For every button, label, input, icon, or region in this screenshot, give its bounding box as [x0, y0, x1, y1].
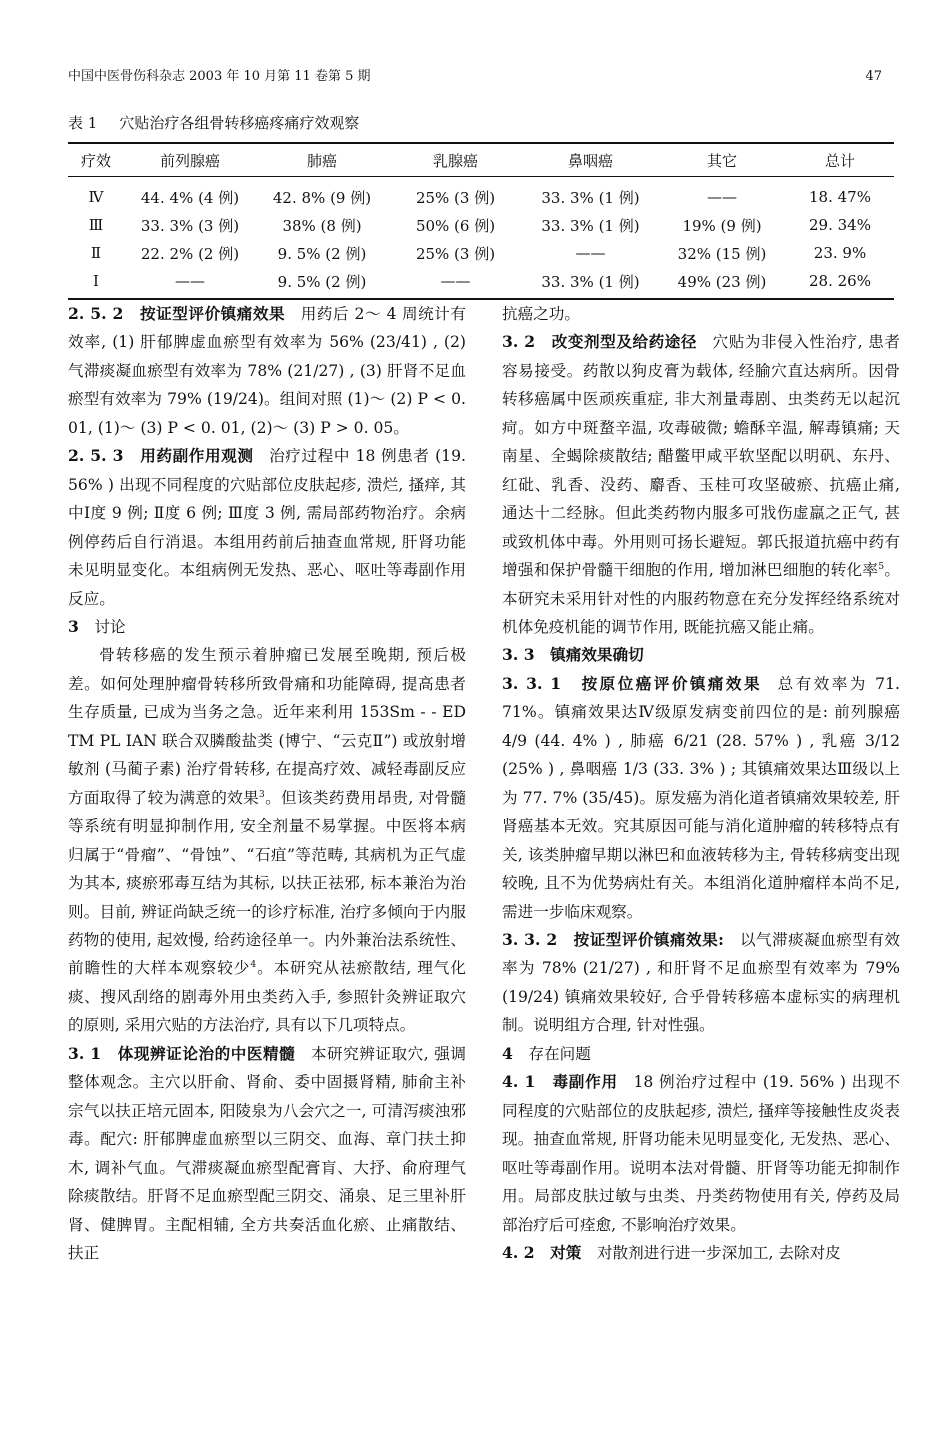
- table-cell: 23. 9%: [813, 244, 867, 262]
- discussion-paragraph: [68, 641, 466, 1039]
- table-cell: ——: [440, 272, 471, 290]
- table-cell: ——: [707, 188, 737, 206]
- table-cell: Ⅱ: [90, 244, 102, 262]
- paragraph-text: 。本研究未采用针对性的内服药物意在充分发挥经络系统对机体免疫机能的调节作用, 既能抗癌又能止痛。: [502, 561, 900, 636]
- table-cell: 19% (9 例): [682, 216, 762, 235]
- paragraph-text: 。但该类药费用昂贵, 对骨髓等系统有明显抑制作用, 安全剂量不易掌握。中医将本病归属于“骨瘤”、“骨蚀”、“石疽”等范畴, 其病机为正气虚为其本, 痰瘀邪毒互结为其标, 以扶正祛邪, 标本兼治为治则。目前, 辨证尚缺乏统一的诊疗标准, 治疗多倾向于内服药物的使用, 起效慢, 给药途径单一。内外兼治法系统性、前瞻性的大样本观察较少: [68, 788, 466, 978]
- paragraph-text: 总有效率为 71. 71%。镇痛效果达Ⅳ级原发病变前四位的是: 前列腺癌 4/9 (44. 4% ) , 肺癌 6/21 (28. 57% ) , 乳癌 3/12 (25% ) , 鼻咽癌 1/3 (33. 3% ) ; 其镇痛效果达Ⅲ级以上为 77. 7% (35/45)。原发癌为消化道者镇痛效果较差, 肝肾癌基本无效。究其原因可能与消化道肿瘤的转移特点有关, 该类肿瘤早期以淋巴和血液转移为主, 骨转移病变出现较晚, 且不为优势病灶有关。本组消化道肿瘤样本尚不足, 需进一步临床观察。: [502, 674, 900, 921]
- left-column: [68, 300, 466, 1380]
- table-cell: 9. 5% (2 例): [277, 244, 367, 263]
- section-title: 存在问题: [528, 1044, 591, 1063]
- table-cell: 9. 5% (2 例): [277, 272, 367, 291]
- table-cell: 44. 4% (4 例): [140, 188, 240, 207]
- table-cell: Ⅲ: [88, 216, 104, 234]
- paragraph-text: 治疗过程中 18 例患者 (19. 56% ) 出现不同程度的穴贴部位皮肤起疹, 溃烂, 搔痒, 其中Ⅰ度 9 例; Ⅱ度 6 例; Ⅲ度 3 例, 需局部药物治疗。余病例停药后自行消退。本组用药前后抽查血常规, 肝肾功能未见明显变化。本组病例无发热、恶心、呕吐等毒副作用反应。: [68, 447, 466, 608]
- section-3-3: [502, 641, 900, 669]
- table-cell: 42. 8% (9 例): [272, 188, 372, 207]
- section-heading: 3. 3. 1 按原位癌评价镇痛效果: [502, 673, 762, 693]
- section-4-heading: [502, 1040, 900, 1068]
- column-header: 前列腺癌: [124, 143, 256, 177]
- column-header: 乳腺癌: [388, 143, 523, 177]
- paragraph-text: 骨转移癌的发生预示着肿瘤已发展至晚期, 预后极差。如何处理肿瘤骨转移所致骨痛和功能障碍, 提高患者生存质量, 已成为当务之急。近年来利用 153Sm - - ED TM PL IAN 联合双膦酸盐类 (博宁、“云克Ⅱ”) 或放射增敏剂 (马蔺子素) 治疗骨转移, 在提高疗效、减轻毒副反应方面取得了较为满意的效果: [68, 646, 466, 807]
- section-3-3-2: [502, 926, 900, 1040]
- table-cell: 25% (3 例): [415, 188, 496, 207]
- paragraph-text: 以气滞痰凝血瘀型有效率为 78% (21/27) , 和肝肾不足血瘀型有效率为 79% (19/24) 镇痛效果较好, 合乎骨转移癌本虚标实的病理机制。说明组方合理, 针对性强。: [502, 930, 900, 1035]
- table-row: [68, 177, 894, 212]
- paragraph-text: 对散剂进行进一步深加工, 去除对皮: [596, 1243, 841, 1262]
- section-3-3-1: [502, 670, 900, 926]
- table-cell: 50% (6 例): [415, 216, 496, 235]
- section-heading: 3. 2 改变剂型及给药途径: [502, 332, 697, 352]
- table-cell: 38% (8 例): [282, 216, 362, 235]
- column-header: 疗效: [68, 143, 124, 177]
- table-cell: Ⅳ: [88, 188, 104, 206]
- right-column: [502, 300, 900, 1380]
- table-cell: 22. 2% (2 例): [140, 244, 240, 263]
- table-header-row: [68, 143, 894, 177]
- paragraph-text: 抗癌之功。: [502, 305, 580, 323]
- continued-text: [502, 300, 900, 328]
- table-cell: 33. 3% (3 例): [140, 216, 240, 235]
- table-cell: 28. 26%: [809, 272, 871, 290]
- column-header: 鼻咽癌: [523, 143, 658, 177]
- section-4-2: [502, 1239, 900, 1267]
- column-header: 其它: [658, 143, 786, 177]
- column-header: 总计: [786, 143, 894, 177]
- section-heading: 3. 1 体现辨证论治的中医精髓: [68, 1043, 296, 1063]
- section-heading: 2. 5. 3 用药副作用观测: [68, 446, 254, 466]
- paragraph-text: 18 例治疗过程中 (19. 56% ) 出现不同程度的穴贴部位的皮肤起疹, 溃烂, 搔痒等接触性皮炎表现。抽查血常规, 肝肾功能未见明显变化, 无发热、恶心、呕吐等毒副作用。说明本法对骨髓、肝肾等功能无抑制作用。局部皮肤过敏与虫类、丹类药物使用有关, 停药及局部治疗后可痊愈, 不影响治疗效果。: [502, 1073, 900, 1234]
- section-2-5-3: [68, 442, 466, 613]
- running-header: [68, 66, 882, 88]
- paragraph-text: 。本研究从祛瘀散结, 理气化痰、搜风刮络的剧毒外用虫类药入手, 参照针灸辨证取穴的原则, 采用穴贴的方法治疗, 具有以下几项特点。: [68, 959, 466, 1035]
- section-3-2: [502, 328, 900, 641]
- table-row: [68, 239, 894, 267]
- paragraph-text: 用药后 2～ 4 周统计有效率, (1) 肝郁脾虚血瘀型有效率为 56% (23/41) , (2) 气滞痰凝血瘀型有效率为 78% (21/27) , (3) 肝肾不足血瘀型有效率为 79% (19/24)。组间对照 (1)～ (2) P < 0. 01, (1)～ (3) P < 0. 01, (2)～ (3) P > 0. 05。: [68, 305, 466, 437]
- table-cell: 49% (23 例): [677, 272, 767, 291]
- column-header: 肺癌: [256, 143, 388, 177]
- table-number: 表 1: [68, 114, 98, 132]
- section-heading: 2. 5. 2 按证型评价镇痛效果: [68, 304, 286, 323]
- table-cell: 33. 3% (1 例): [541, 272, 640, 291]
- section-3-1: [68, 1040, 466, 1268]
- citation-ref: 4: [250, 960, 257, 971]
- table-row: [68, 211, 894, 239]
- table-cell: 25% (3 例): [415, 244, 496, 263]
- section-title: 讨论: [94, 617, 126, 636]
- paragraph-text: 穴贴为非侵入性治疗, 患者容易接受。药散以狗皮膏为载体, 经腧穴直达病所。因骨转移癌属中医顽疾重症, 非大剂量毒剧、虫类药无以起沉疴。如方中斑蝥辛温, 攻毒破微; 蟾酥辛温, 解毒镇痛; 天南星、全蝎除痰散结; 醋鳖甲咸平软坚配以明矾、东丹、红砒、乳香、没药、麝香、玉桂可攻坚破瘀、抗癌止痛, 通达十二经脉。但此类药物内服多可戕伤虚羸之正气, 甚或致机体中毒。外用则可扬长避短。郭氏报道抗癌中药有增强和保护骨髓干细胞的作用, 增加淋巴细胞的转化率: [502, 333, 900, 580]
- paragraph-text: 本研究辨证取穴, 强调整体观念。主穴以肝俞、肾俞、委中固摄肾精, 肺俞主补宗气以扶正培元固本, 阳陵泉为八会穴之一, 可清泻痰浊邪毒。配穴: 肝郁脾虚血瘀型以三阴交、血海、章门扶土抑木, 调补气血。气滞痰凝血瘀型配膏肓、大抒、俞府理气除痰散结。肝肾不足血瘀型配三阴交、涌泉、足三里补肝肾、健脾胃。主配相辅, 全方共奏活血化瘀、止痛散结、扶正: [68, 1044, 466, 1262]
- table-cell: 33. 3% (1 例): [541, 216, 640, 235]
- section-3-heading: [68, 613, 466, 641]
- results-table: [68, 142, 894, 300]
- page-number: 47: [865, 69, 882, 84]
- table-cell: 18. 47%: [809, 188, 871, 206]
- journal-title: 中国中医骨伤科杂志 2003 年 10 月第 11 卷第 5 期: [68, 69, 371, 84]
- table-cell: ——: [575, 244, 606, 262]
- section-heading: 3. 3 镇痛效果确切: [502, 645, 644, 665]
- table-caption: [68, 111, 882, 135]
- section-heading: 3. 3. 2 按证型评价镇痛效果:: [502, 929, 724, 949]
- table-cell: 32% (15 例): [677, 244, 767, 263]
- section-heading: 4. 1 毒副作用: [502, 1072, 618, 1092]
- section-number: 3: [68, 616, 79, 636]
- table-row: [68, 267, 894, 299]
- table-title: 穴贴治疗各组骨转移癌疼痛疗效观察: [119, 114, 360, 132]
- citation-ref: 5: [878, 561, 885, 572]
- table-cell: 33. 3% (1 例): [541, 188, 640, 207]
- section-2-5-2: [68, 300, 466, 442]
- section-heading: 4. 2 对策: [502, 1242, 582, 1262]
- table-cell: Ⅰ: [93, 272, 99, 290]
- section-4-1: [502, 1068, 900, 1239]
- citation-ref: 3: [259, 789, 265, 800]
- table-cell: ——: [175, 272, 205, 290]
- table-cell: 29. 34%: [809, 216, 871, 234]
- section-number: 4: [502, 1043, 513, 1063]
